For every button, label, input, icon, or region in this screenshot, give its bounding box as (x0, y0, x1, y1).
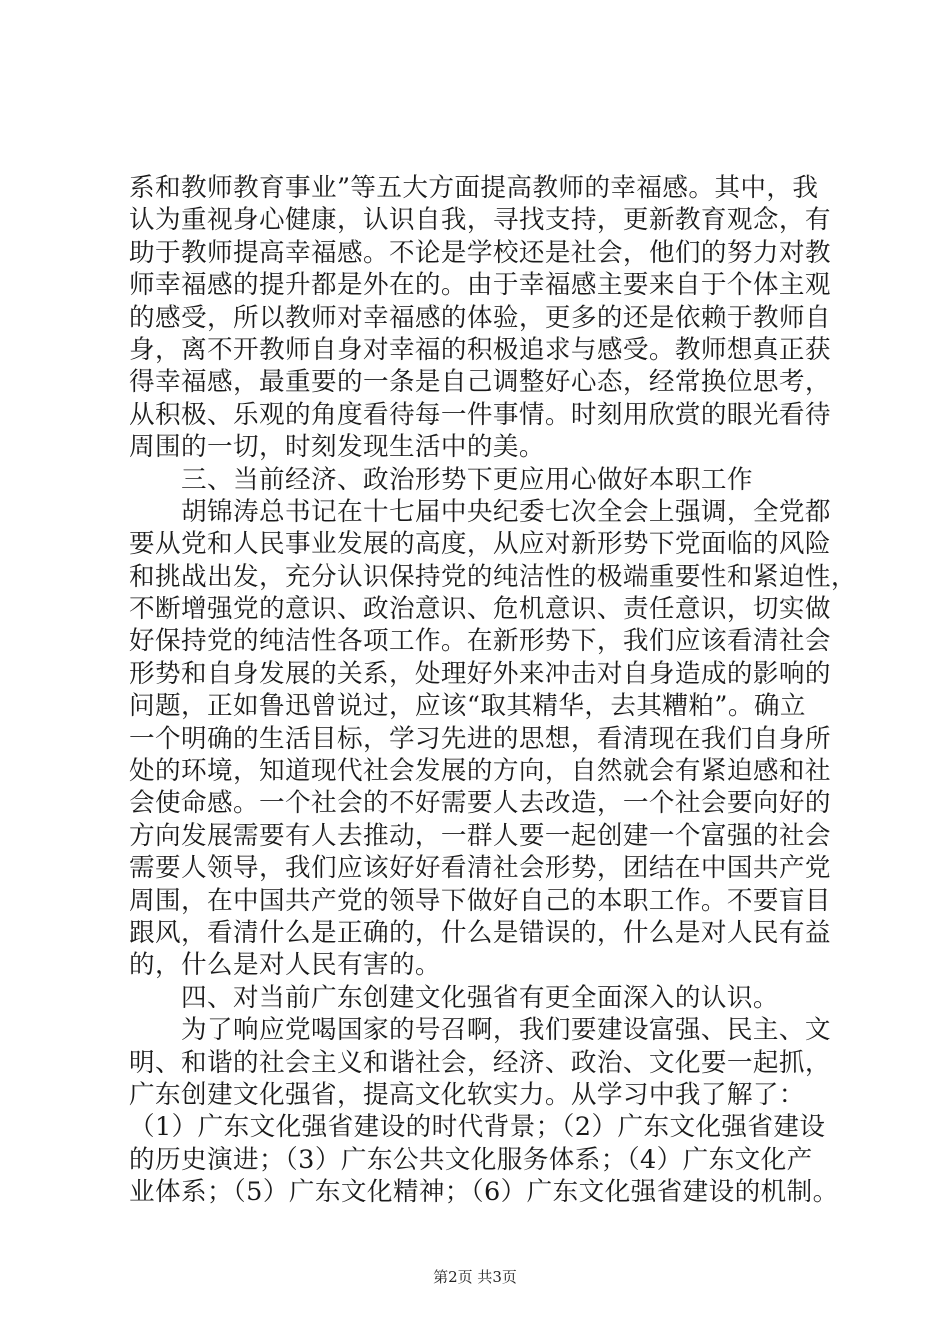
text-line: 为了响应党喝国家的号召啊，我们要建设富强、民主、文 (129, 1015, 831, 1046)
text-line: 的，什么是对人民有害的。 (129, 950, 441, 981)
text-line: 一个明确的生活目标，学习先进的思想，看清现在我们自身所 (129, 723, 831, 754)
text-line: 问题，正如鲁迅曾说过，应该“取其精华，去其糟粕”。确立 (129, 691, 806, 722)
text-line: 系和教师教育事业”等五大方面提高教师的幸福感。其中，我 (129, 173, 819, 203)
text-line: 师幸福感的提升都是外在的。由于幸福感主要来自于个体主观 (129, 270, 831, 301)
text-line: 要从党和人民事业发展的高度，从应对新形势下党面临的风险 (129, 529, 831, 560)
body-text (129, 172, 855, 1209)
section-heading: 三、当前经济、政治形势下更应用心做好本职工作 (129, 464, 753, 495)
text-line: 的历史演进；（3）广东公共文化服务体系；（4）广东文化产 (129, 1144, 813, 1175)
text-line: 方向发展需要有人去推动，一群人要一起创建一个富强的社会 (129, 820, 831, 851)
text-line: 助于教师提高幸福感。不论是学校还是社会，他们的努力对教 (129, 237, 831, 268)
text-line: 和挑战出发，充分认识保持党的纯洁性的极端重要性和紧迫性， (129, 561, 857, 592)
text-line: 广东创建文化强省，提高文化软实力。从学习中我了解了： (129, 1079, 805, 1110)
text-line: （1）广东文化强省建设的时代背景；（2）广东文化强省建设 (129, 1112, 826, 1143)
text-line: 形势和自身发展的关系，处理好外来冲击对自身造成的影响的 (129, 658, 831, 689)
text-line: 不断增强党的意识、政治意识、危机意识、责任意识，切实做 (129, 594, 831, 625)
text-line: 跟风，看清什么是正确的，什么是错误的，什么是对人民有益 (129, 917, 831, 948)
text-line: 明、和谐的社会主义和谐社会，经济、政治、文化要一起抓， (129, 1047, 831, 1078)
page-number-footer: 第2页 共3页 (433, 1268, 517, 1286)
text-line: 认为重视身心健康，认识自我，寻找支持，更新教育观念，有 (129, 205, 831, 236)
text-line: 从积极、乐观的角度看待每一件事情。时刻用欣赏的眼光看待 (129, 399, 831, 430)
text-line: 处的环境，知道现代社会发展的方向，自然就会有紧迫感和社 (129, 756, 831, 787)
text-line: 业体系；（5）广东文化精神；（6）广东文化强省建设的机制。 (129, 1177, 839, 1208)
text-line: 周围的一切，时刻发现生活中的美。 (129, 432, 545, 463)
section-heading: 四、对当前广东创建文化强省有更全面深入的认识。 (129, 982, 779, 1013)
text-line: 好保持党的纯洁性各项工作。在新形势下，我们应该看清社会 (129, 626, 831, 657)
text-line: 周围，在中国共产党的领导下做好自己的本职工作。不要盲目 (129, 885, 831, 916)
text-line: 胡锦涛总书记在十七届中央纪委七次全会上强调，全党都 (129, 496, 831, 527)
text-line: 需要人领导，我们应该好好看清社会形势，团结在中国共产党 (129, 853, 831, 884)
text-line: 的感受，所以教师对幸福感的体验，更多的还是依赖于教师自 (129, 302, 831, 333)
text-line: 身，离不开教师自身对幸福的积极追求与感受。教师想真正获 (129, 334, 831, 365)
text-line: 会使命感。一个社会的不好需要人去改造，一个社会要向好的 (129, 788, 831, 819)
text-line: 得幸福感，最重要的一条是自己调整好心态，经常换位思考， (129, 367, 831, 398)
